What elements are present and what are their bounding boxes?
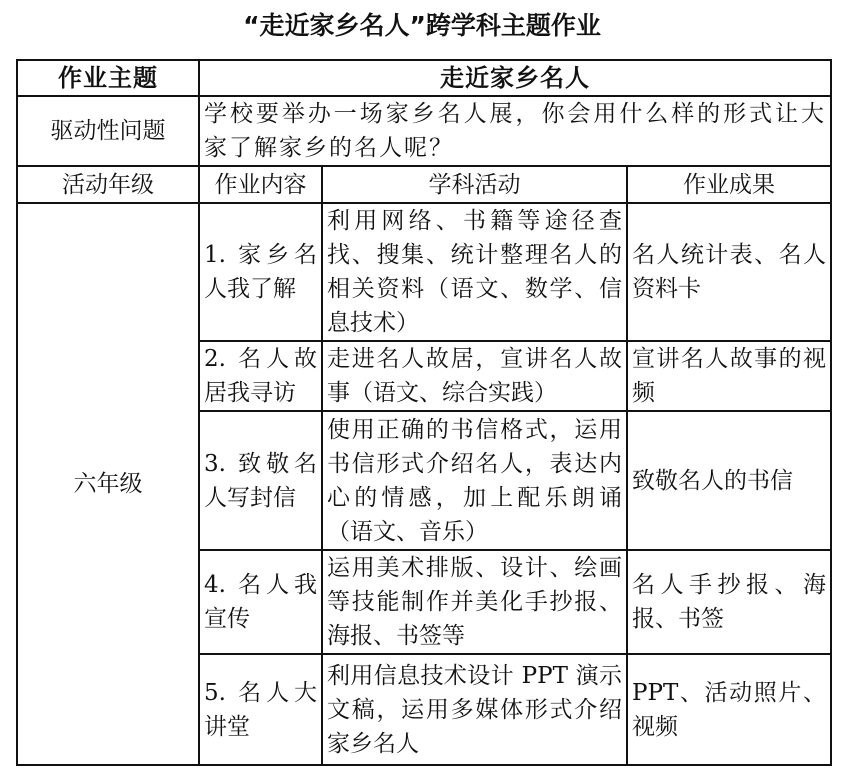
row-activity: 利用网络、书籍等途径查找、搜集、统计整理名人的相关资料（语文、数学、信息技术）	[322, 203, 627, 342]
row-content: 4. 名人我宣传	[199, 550, 322, 654]
column-header-row	[17, 166, 831, 202]
theme-row	[17, 60, 831, 96]
grade-value: 六年级	[17, 203, 199, 765]
row-activity: 利用信息技术设计 PPT 演示文稿，运用多媒体形式介绍家乡名人	[322, 654, 627, 765]
row-activity: 使用正确的书信格式，运用书信形式介绍名人，表达内心的情感，加上配乐朗诵（语文、音乐）	[322, 411, 627, 550]
assignment-table	[16, 59, 832, 766]
theme-value: 走近家乡名人	[199, 60, 831, 96]
page-title: “走近家乡名人”跨学科主题作业	[243, 11, 601, 40]
row-result: 名人统计表、名人资料卡	[627, 203, 831, 342]
header-activity: 学科活动	[322, 166, 627, 202]
row-content: 5. 名人大讲堂	[199, 654, 322, 765]
row-result: PPT、活动照片、视频	[627, 654, 831, 765]
question-row	[17, 96, 831, 166]
theme-label: 作业主题	[17, 60, 199, 96]
question-label: 驱动性问题	[17, 96, 199, 166]
row-content: 2. 名人故居我寻访	[199, 341, 322, 411]
header-result: 作业成果	[627, 166, 831, 202]
table-row	[17, 203, 831, 342]
row-content: 3. 致敬名人写封信	[199, 411, 322, 550]
row-result: 致敬名人的书信	[627, 411, 831, 550]
header-grade: 活动年级	[17, 166, 199, 202]
row-result: 名人手抄报、海报、书签	[627, 550, 831, 654]
row-content: 1. 家乡名人我了解	[199, 203, 322, 342]
question-value: 学校要举办一场家乡名人展，你会用什么样的形式让大家了解家乡的名人呢？	[199, 96, 831, 166]
row-activity: 运用美术排版、设计、绘画等技能制作并美化手抄报、海报、书签等	[322, 550, 627, 654]
header-content: 作业内容	[199, 166, 322, 202]
row-activity: 走进名人故居，宣讲名人故事（语文、综合实践）	[322, 341, 627, 411]
row-result: 宣讲名人故事的视频	[627, 341, 831, 411]
